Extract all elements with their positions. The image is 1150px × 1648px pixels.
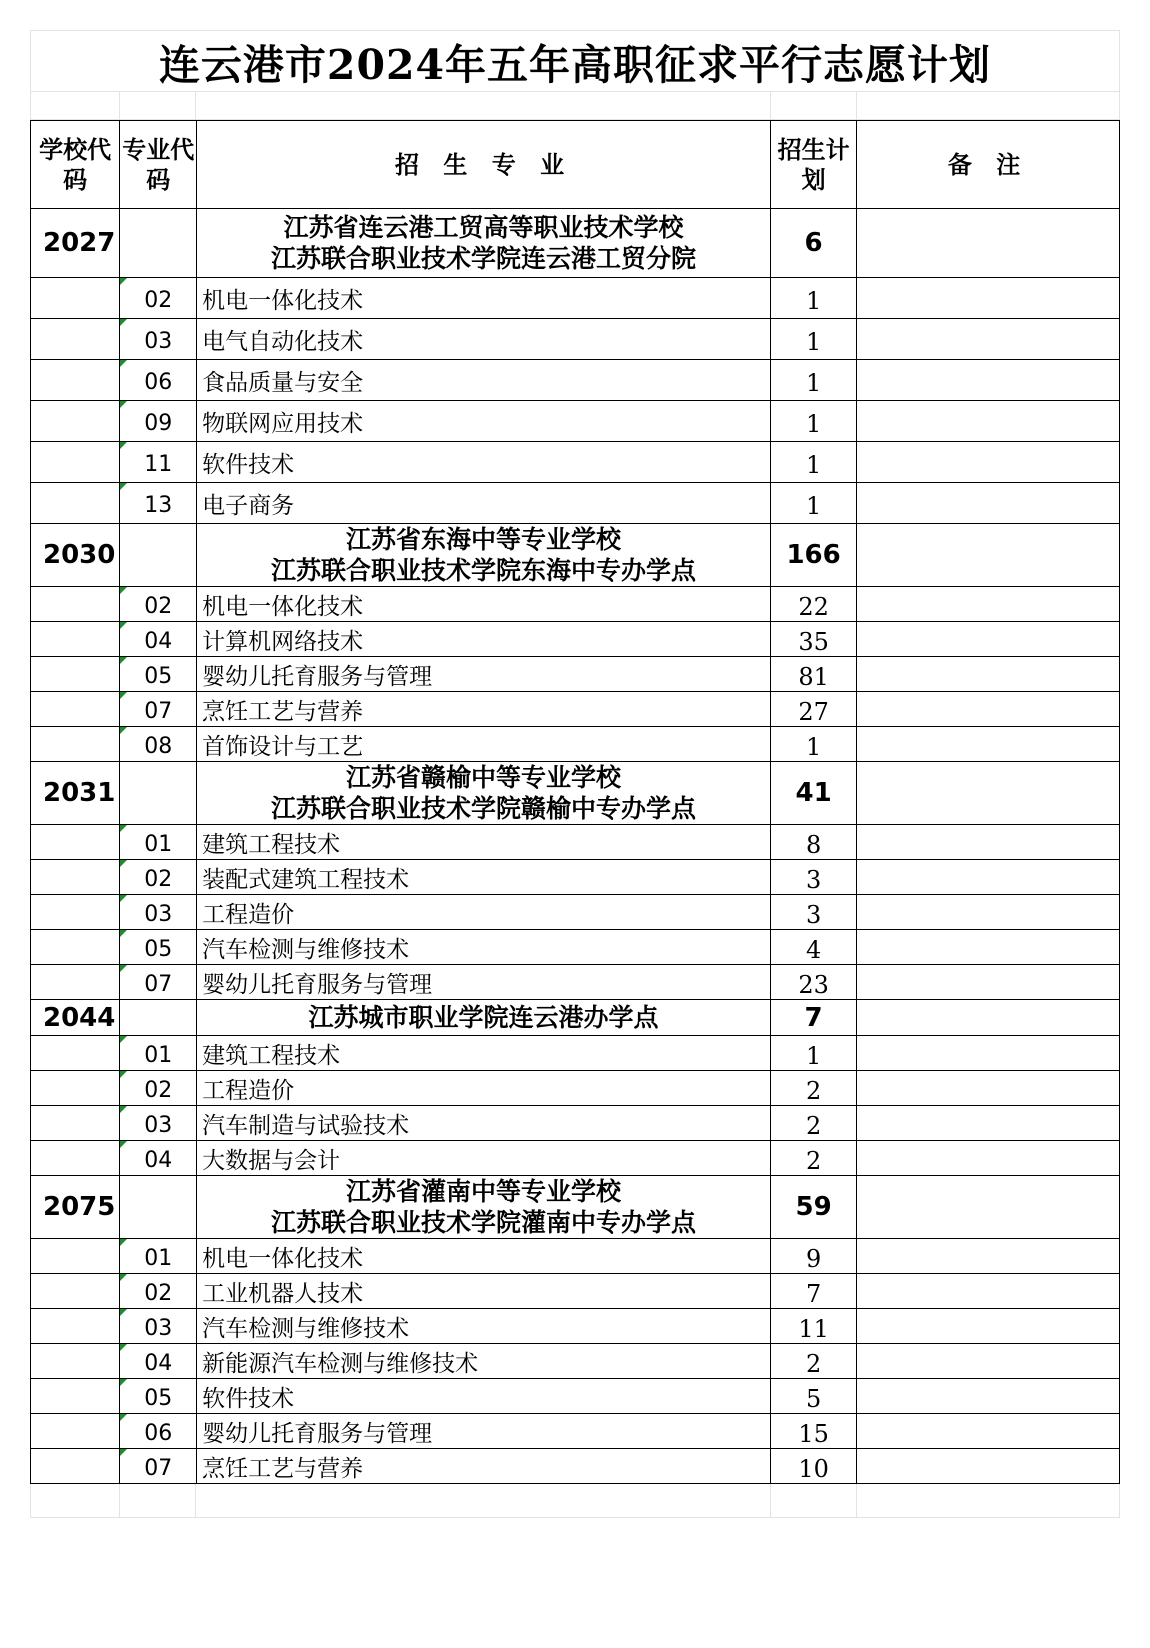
major-plan: 1 — [771, 360, 857, 401]
school-name-line: 江苏城市职业学院连云港办学点 — [308, 1003, 659, 1032]
major-code: 07 — [120, 692, 197, 727]
major-school-code-empty — [31, 1309, 120, 1344]
plan-table-body — [31, 121, 1120, 1484]
school-name-line: 江苏联合职业技术学院东海中专办学点 — [271, 556, 697, 585]
school-name — [197, 524, 771, 587]
major-row — [31, 1239, 1120, 1274]
major-code: 11 — [120, 442, 197, 483]
school-name — [197, 762, 771, 825]
major-school-code-empty — [31, 1106, 120, 1141]
remarks-cell — [857, 1449, 1120, 1484]
major-name: 大数据与会计 — [197, 1141, 771, 1176]
school-code: 2027 — [31, 209, 120, 278]
major-plan: 8 — [771, 825, 857, 860]
school-row — [31, 524, 1120, 587]
major-code: 02 — [120, 587, 197, 622]
remarks-cell — [857, 930, 1120, 965]
school-name-line: 江苏联合职业技术学院连云港工贸分院 — [271, 244, 697, 273]
major-plan: 1 — [771, 278, 857, 319]
major-plan: 1 — [771, 483, 857, 524]
major-plan: 4 — [771, 930, 857, 965]
remarks-cell — [857, 727, 1120, 762]
school-name — [197, 209, 771, 278]
major-plan: 15 — [771, 1414, 857, 1449]
major-code: 05 — [120, 657, 197, 692]
major-name: 机电一体化技术 — [197, 1239, 771, 1274]
major-plan: 9 — [771, 1239, 857, 1274]
major-plan: 11 — [771, 1309, 857, 1344]
major-name: 首饰设计与工艺 — [197, 727, 771, 762]
remarks-cell — [857, 860, 1120, 895]
school-name-line: 江苏联合职业技术学院赣榆中专办学点 — [271, 794, 697, 823]
major-name: 物联网应用技术 — [197, 401, 771, 442]
school-major-code-empty — [120, 209, 197, 278]
major-school-code-empty — [31, 657, 120, 692]
major-row — [31, 860, 1120, 895]
major-code: 02 — [120, 278, 197, 319]
school-name — [197, 1176, 771, 1239]
school-name — [197, 1000, 771, 1036]
major-row — [31, 442, 1120, 483]
major-row — [31, 278, 1120, 319]
remarks-cell — [857, 1000, 1120, 1036]
major-school-code-empty — [31, 622, 120, 657]
major-school-code-empty — [31, 1274, 120, 1309]
major-code: 04 — [120, 1344, 197, 1379]
major-row — [31, 1344, 1120, 1379]
remarks-cell — [857, 622, 1120, 657]
major-row — [31, 692, 1120, 727]
major-code: 03 — [120, 895, 197, 930]
remarks-cell — [857, 360, 1120, 401]
remarks-cell — [857, 895, 1120, 930]
remarks-cell — [857, 483, 1120, 524]
major-name: 软件技术 — [197, 442, 771, 483]
major-name: 工程造价 — [197, 895, 771, 930]
major-school-code-empty — [31, 442, 120, 483]
remarks-cell — [857, 401, 1120, 442]
remarks-cell — [857, 1036, 1120, 1071]
major-school-code-empty — [31, 895, 120, 930]
blank-spacer-row — [30, 92, 1120, 120]
school-code: 2030 — [31, 524, 120, 587]
major-plan: 81 — [771, 657, 857, 692]
remarks-cell — [857, 965, 1120, 1000]
major-name: 婴幼儿托育服务与管理 — [197, 1414, 771, 1449]
major-code: 04 — [120, 622, 197, 657]
major-name: 建筑工程技术 — [197, 1036, 771, 1071]
blank-cell[interactable] — [196, 92, 771, 120]
major-plan: 1 — [771, 727, 857, 762]
page-title: 连云港市2024年五年高职征求平行志愿计划 — [30, 30, 1120, 92]
remarks-cell — [857, 1414, 1120, 1449]
major-row — [31, 1106, 1120, 1141]
major-school-code-empty — [31, 692, 120, 727]
plan-table — [30, 120, 1120, 1484]
major-code: 07 — [120, 965, 197, 1000]
school-name-line: 江苏省赣榆中等专业学校 — [346, 763, 622, 792]
major-school-code-empty — [31, 319, 120, 360]
major-plan: 2 — [771, 1141, 857, 1176]
blank-cell[interactable] — [120, 92, 196, 120]
major-school-code-empty — [31, 727, 120, 762]
major-name: 汽车检测与维修技术 — [197, 930, 771, 965]
remarks-cell — [857, 692, 1120, 727]
major-school-code-empty — [31, 1071, 120, 1106]
major-plan: 3 — [771, 860, 857, 895]
major-plan: 2 — [771, 1106, 857, 1141]
school-row — [31, 762, 1120, 825]
major-row — [31, 1414, 1120, 1449]
remarks-cell — [857, 1344, 1120, 1379]
major-name: 烹饪工艺与营养 — [197, 692, 771, 727]
remarks-cell — [857, 278, 1120, 319]
remarks-cell — [857, 657, 1120, 692]
major-school-code-empty — [31, 860, 120, 895]
major-code: 03 — [120, 319, 197, 360]
major-code: 05 — [120, 1379, 197, 1414]
major-row — [31, 895, 1120, 930]
major-row — [31, 319, 1120, 360]
major-school-code-empty — [31, 930, 120, 965]
major-row — [31, 1274, 1120, 1309]
remarks-cell — [857, 1071, 1120, 1106]
remarks-cell — [857, 524, 1120, 587]
school-major-code-empty — [120, 1000, 197, 1036]
major-name: 机电一体化技术 — [197, 587, 771, 622]
major-code: 08 — [120, 727, 197, 762]
remarks-cell — [857, 319, 1120, 360]
major-name: 婴幼儿托育服务与管理 — [197, 965, 771, 1000]
major-school-code-empty — [31, 1239, 120, 1274]
major-row — [31, 401, 1120, 442]
major-school-code-empty — [31, 401, 120, 442]
remarks-cell — [857, 825, 1120, 860]
blank-cell[interactable] — [857, 92, 1120, 120]
major-code: 13 — [120, 483, 197, 524]
major-name: 机电一体化技术 — [197, 278, 771, 319]
major-code: 03 — [120, 1106, 197, 1141]
blank-cell[interactable] — [120, 1484, 196, 1518]
major-code: 02 — [120, 860, 197, 895]
major-plan: 5 — [771, 1379, 857, 1414]
school-major-code-empty — [120, 1176, 197, 1239]
major-code: 01 — [120, 1036, 197, 1071]
major-school-code-empty — [31, 1141, 120, 1176]
major-name: 计算机网络技术 — [197, 622, 771, 657]
major-row — [31, 587, 1120, 622]
school-code: 2075 — [31, 1176, 120, 1239]
major-plan: 7 — [771, 1274, 857, 1309]
major-code: 09 — [120, 401, 197, 442]
major-name: 烹饪工艺与营养 — [197, 1449, 771, 1484]
school-name-line: 江苏联合职业技术学院灌南中专办学点 — [271, 1208, 697, 1237]
remarks-cell — [857, 587, 1120, 622]
blank-cell[interactable] — [771, 1484, 857, 1518]
major-row — [31, 1036, 1120, 1071]
school-major-code-empty — [120, 762, 197, 825]
major-school-code-empty — [31, 1344, 120, 1379]
blank-cell[interactable] — [771, 92, 857, 120]
major-school-code-empty — [31, 278, 120, 319]
major-school-code-empty — [31, 360, 120, 401]
major-row — [31, 965, 1120, 1000]
major-code: 06 — [120, 360, 197, 401]
remarks-cell — [857, 1379, 1120, 1414]
major-code: 07 — [120, 1449, 197, 1484]
remarks-cell — [857, 1309, 1120, 1344]
major-row — [31, 1379, 1120, 1414]
remarks-cell — [857, 442, 1120, 483]
major-name: 工业机器人技术 — [197, 1274, 771, 1309]
header-row — [31, 121, 1120, 209]
remarks-cell — [857, 762, 1120, 825]
school-row — [31, 1176, 1120, 1239]
major-plan: 1 — [771, 1036, 857, 1071]
school-plan: 6 — [771, 209, 857, 278]
header-school-code: 学校代码 — [31, 121, 120, 209]
major-row — [31, 825, 1120, 860]
school-plan: 166 — [771, 524, 857, 587]
major-name: 建筑工程技术 — [197, 825, 771, 860]
school-plan: 41 — [771, 762, 857, 825]
school-name-line: 江苏省连云港工贸高等职业技术学校 — [283, 213, 684, 242]
major-row — [31, 622, 1120, 657]
major-code: 03 — [120, 1309, 197, 1344]
major-row — [31, 483, 1120, 524]
major-name: 汽车检测与维修技术 — [197, 1309, 771, 1344]
major-name: 装配式建筑工程技术 — [197, 860, 771, 895]
blank-cell[interactable] — [196, 1484, 771, 1518]
major-code: 04 — [120, 1141, 197, 1176]
school-plan: 59 — [771, 1176, 857, 1239]
major-name: 婴幼儿托育服务与管理 — [197, 657, 771, 692]
header-major-code: 专业代码 — [120, 121, 197, 209]
major-plan: 1 — [771, 401, 857, 442]
major-plan: 27 — [771, 692, 857, 727]
major-school-code-empty — [31, 1036, 120, 1071]
major-plan: 1 — [771, 319, 857, 360]
major-name: 新能源汽车检测与维修技术 — [197, 1344, 771, 1379]
major-code: 06 — [120, 1414, 197, 1449]
major-row — [31, 930, 1120, 965]
remarks-cell — [857, 1176, 1120, 1239]
major-name: 汽车制造与试验技术 — [197, 1106, 771, 1141]
school-name-line: 江苏省东海中等专业学校 — [346, 525, 622, 554]
major-plan: 35 — [771, 622, 857, 657]
major-code: 01 — [120, 825, 197, 860]
header-plan: 招生计划 — [771, 121, 857, 209]
major-plan: 22 — [771, 587, 857, 622]
school-plan: 7 — [771, 1000, 857, 1036]
remarks-cell — [857, 209, 1120, 278]
major-school-code-empty — [31, 1449, 120, 1484]
major-name: 电气自动化技术 — [197, 319, 771, 360]
major-plan: 23 — [771, 965, 857, 1000]
remarks-cell — [857, 1274, 1120, 1309]
major-row — [31, 360, 1120, 401]
major-plan: 1 — [771, 442, 857, 483]
school-code: 2044 — [31, 1000, 120, 1036]
major-name: 软件技术 — [197, 1379, 771, 1414]
remarks-cell — [857, 1106, 1120, 1141]
major-plan: 2 — [771, 1071, 857, 1106]
spreadsheet — [30, 30, 1120, 1518]
major-row — [31, 1309, 1120, 1344]
major-name: 电子商务 — [197, 483, 771, 524]
school-row — [31, 1000, 1120, 1036]
school-row — [31, 209, 1120, 278]
major-row — [31, 1449, 1120, 1484]
remarks-cell — [857, 1141, 1120, 1176]
blank-cell[interactable] — [857, 1484, 1120, 1518]
major-school-code-empty — [31, 1379, 120, 1414]
major-plan: 10 — [771, 1449, 857, 1484]
major-row — [31, 1071, 1120, 1106]
major-name: 食品质量与安全 — [197, 360, 771, 401]
major-row — [31, 657, 1120, 692]
major-school-code-empty — [31, 1414, 120, 1449]
major-school-code-empty — [31, 965, 120, 1000]
remarks-cell — [857, 1239, 1120, 1274]
major-row — [31, 727, 1120, 762]
major-name: 工程造价 — [197, 1071, 771, 1106]
major-school-code-empty — [31, 825, 120, 860]
school-code: 2031 — [31, 762, 120, 825]
major-school-code-empty — [31, 587, 120, 622]
blank-footer-row — [30, 1484, 1120, 1518]
school-name-line: 江苏省灌南中等专业学校 — [346, 1177, 622, 1206]
major-code: 02 — [120, 1274, 197, 1309]
major-code: 01 — [120, 1239, 197, 1274]
major-row — [31, 1141, 1120, 1176]
blank-cell[interactable] — [30, 1484, 120, 1518]
school-major-code-empty — [120, 524, 197, 587]
major-code: 05 — [120, 930, 197, 965]
blank-cell[interactable] — [30, 92, 120, 120]
major-plan: 3 — [771, 895, 857, 930]
header-major: 招 生 专 业 — [197, 121, 771, 209]
header-remarks: 备 注 — [857, 121, 1120, 209]
major-plan: 2 — [771, 1344, 857, 1379]
major-school-code-empty — [31, 483, 120, 524]
major-code: 02 — [120, 1071, 197, 1106]
